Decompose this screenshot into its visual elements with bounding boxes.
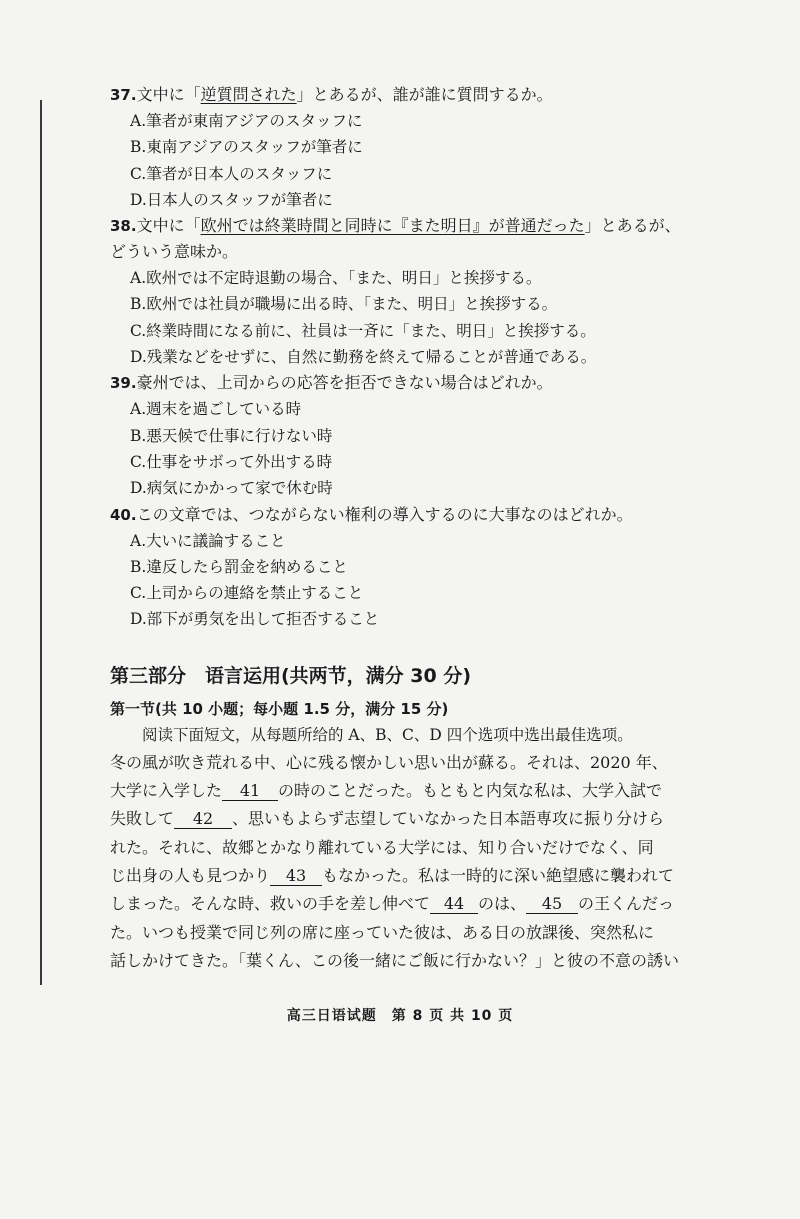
option-a: A.筆者が東南アジアのスタッフに (130, 112, 363, 130)
cloze-passage (110, 749, 720, 975)
option-c: C.終業時間になる前に、社員は一斉に「また、明日」と挨拶する。 (130, 321, 596, 340)
option-b: B.東南アジアのスタッフが筆者に (130, 138, 363, 157)
passage-line: 冬の風が吹き荒れる中、心に残る懐かしい思い出が蘇る。それは、2020 年、 (110, 752, 668, 772)
question-stem: 40.この文章では、つながらない権利の導入するのに大事なのはどれか。 (110, 504, 633, 524)
option-b: B.違反したら罰金を納めること (130, 557, 348, 576)
option-a: A.大いに議論すること (130, 531, 286, 550)
passage-line: しまった。そんな時、救いの手を差し伸べて 44 のは、 45 の王くんだっ (110, 894, 675, 914)
option-d: D.残業などをせずに、自然に勤務を終えて帰ることが普通である。 (130, 348, 597, 367)
question-38 (110, 213, 720, 370)
blank-42: 42 (174, 810, 232, 829)
section-title: 第三部分 语言运用(共两节，满分 30 分) (110, 664, 472, 687)
passage-line: じ出身の人も見つかり 43 もなかった。私は一時的に深い絶望感に襲われて (110, 865, 675, 885)
blank-44: 44 (430, 895, 478, 914)
question-stem: 37.文中に「逆質問された」とあるが、誰が誰に質問するか。 (110, 85, 553, 104)
blank-43: 43 (270, 867, 322, 886)
page-footer: 高三日语试题 第 8 页 共 10 页 (286, 1008, 514, 1024)
question-stem-cont: どういう意味か。 (110, 242, 239, 262)
passage-line: 話しかけてきた。「葉くん、この後一緒にご飯に行かない？」と彼の不意の誘い (110, 950, 679, 970)
option-b: B.悪天候で仕事に行けない時 (130, 426, 333, 445)
question-stem: 38.文中に「欧州では終業時間と同時に『また明日』が普通だった」とあるが、 (110, 216, 681, 236)
blank-45: 45 (526, 895, 578, 914)
question-40 (110, 502, 720, 633)
passage-line: た。いつも授業で同じ列の席に座っていた彼は、ある日の放課後、突然私に (110, 922, 655, 942)
question-37 (110, 82, 720, 213)
option-d: D.部下が勇気を出して拒否すること (130, 610, 380, 629)
option-a: A.週末を過ごしている時 (130, 400, 302, 419)
page-content (110, 82, 720, 975)
option-d: D.日本人のスタッフが筆者に (130, 190, 333, 209)
option-c: C.上司からの連絡を禁止すること (130, 584, 364, 603)
question-39 (110, 370, 720, 501)
margin-line (40, 100, 42, 985)
option-c: C.筆者が日本人のスタッフに (130, 164, 333, 183)
instruction: 阅读下面短文，从每题所给的 A、B、C、D 四个选项中选出最佳选项。 (142, 725, 633, 744)
option-a: A.欧州では不定時退勤の場合、「また、明日」と挨拶する。 (130, 269, 542, 288)
passage-line: 失敗して 42 、思いもよらず志望していなかった日本語専攻に振り分けら (110, 809, 665, 829)
option-c: C.仕事をサボって外出する時 (130, 452, 333, 471)
subsection-title: 第一节(共 10 小题；每小题 1.5 分，满分 15 分) (110, 699, 449, 718)
passage-line: れた。それに、故郷とかなり離れている大学には、知り合いだけでなく、同 (110, 837, 654, 857)
option-d: D.病気にかかって家で休む時 (130, 479, 333, 498)
question-stem: 39.豪州では、上司からの応答を拒否できない場合はどれか。 (110, 373, 553, 393)
option-b: B.欧州では社員が職場に出る時、「また、明日」と挨拶する。 (130, 295, 558, 314)
passage-line: 大学に入学した 41 の時のことだった。もともと内気な私は、大学入試で (110, 781, 663, 801)
blank-41: 41 (222, 782, 278, 801)
